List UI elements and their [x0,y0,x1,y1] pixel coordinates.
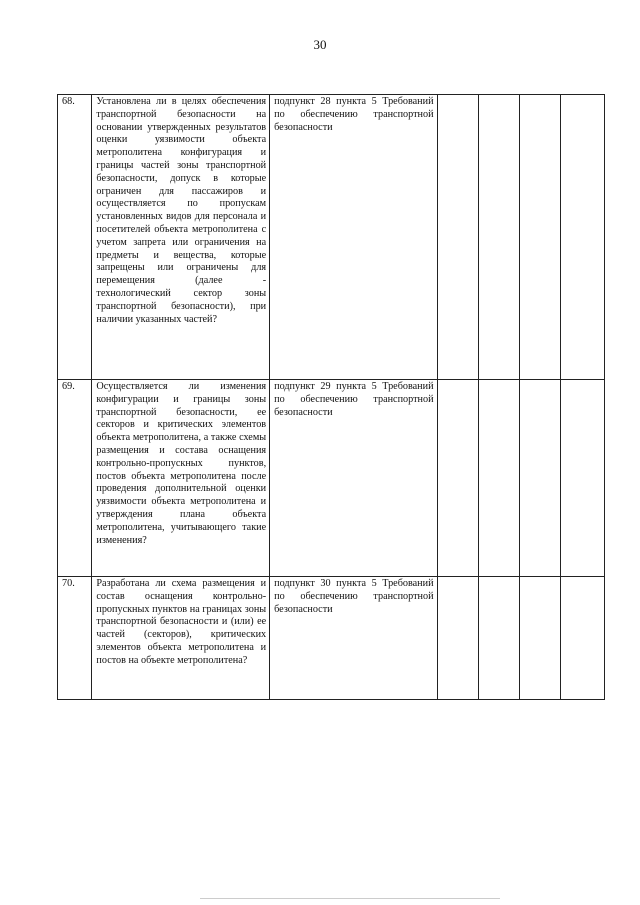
question-text: Установлена ли в целях обеспечения транспортной безопасности на основании утвержденных результатов оценки уязвимости объекта метрополитена конфигурация и границы частей зоны транспортной безопасности, допуск в которые ограничен для пассажиров и осуществляется по пропускам установленных видов для персонала и посетителей объекта метрополитена с учетом запрета или ограничения на предметы и вещества, которые запрещены или ограничены для перемещения (далее - технологический сектор зоны транспортной безопасности), при наличии указанных частей? [92,95,270,380]
answer-cell-yes [437,380,478,577]
page-number: 30 [313,37,327,52]
question-text: Разработана ли схема размещения и состав оснащения контрольно-пропускных пунктов на границах зоны транспортной безопасности и (или) ее частей (секторов), критических элементов объекта метрополитена и постов на объекте метрополитена? [92,577,270,700]
checklist-table [57,94,605,700]
answer-cell-na [520,380,561,577]
table-row [58,577,605,700]
answer-cell-yes [437,95,478,380]
table-row [58,380,605,577]
answer-cell-no [478,577,519,700]
scan-edge-line [200,898,500,899]
question-text: Осуществляется ли изменения конфигурации и границы зоны транспортной безопасности, ее секторов и критических элементов объекта метрополитена, а также схемы размещения и состава оснащения контрольно-пропускных пунктов, постов объекта метрополитена после проведения дополнительной оценки уязвимости объекта метрополитена и утверждения плана объекта метрополитена, учитывающего такие изменения? [92,380,270,577]
answer-cell-na [520,95,561,380]
answer-cell-no [478,95,519,380]
answer-cell-na [520,577,561,700]
row-number: 70. [58,577,92,700]
notes-cell [561,95,605,380]
notes-cell [561,577,605,700]
reference-text: подпункт 29 пункта 5 Требований по обеспечению транспортной безопасности [270,380,437,577]
table-row [58,95,605,380]
answer-cell-no [478,380,519,577]
row-number: 69. [58,380,92,577]
answer-cell-yes [437,577,478,700]
reference-text: подпункт 30 пункта 5 Требований по обеспечению транспортной безопасности [270,577,437,700]
row-number: 68. [58,95,92,380]
notes-cell [561,380,605,577]
reference-text: подпункт 28 пункта 5 Требований по обеспечению транспортной безопасности [270,95,437,380]
